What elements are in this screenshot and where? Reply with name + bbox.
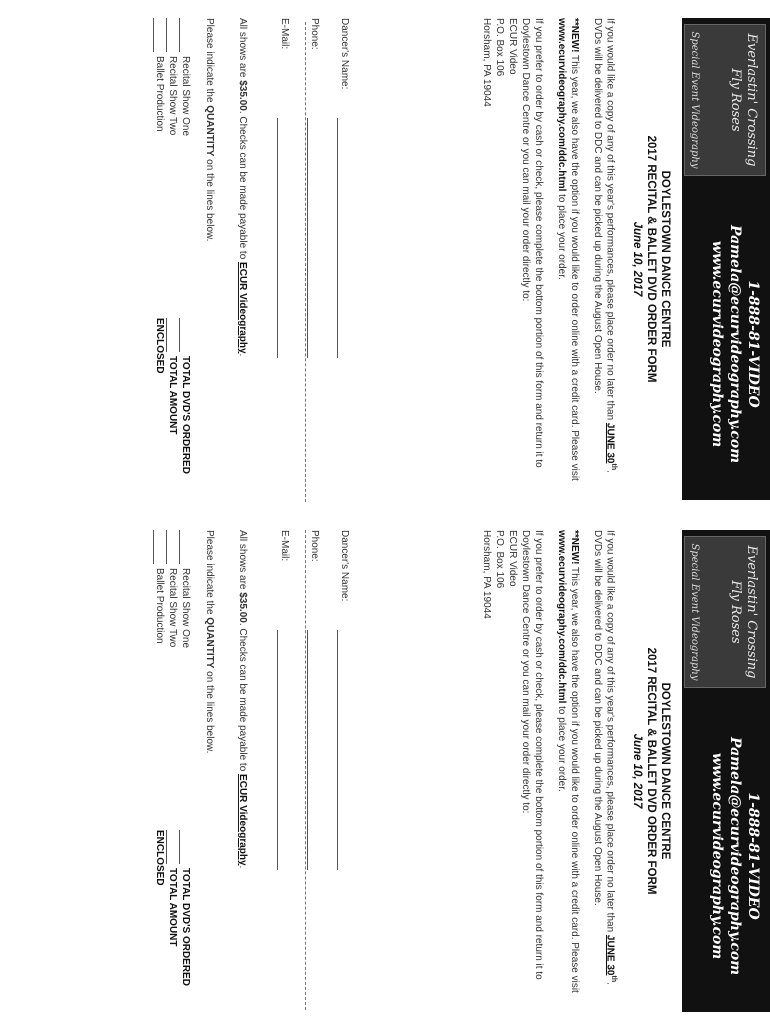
quantity-list <box>153 530 192 1002</box>
price-info: All shows are $35.00. Checks can be made payable to ECUR Videography. <box>237 530 248 869</box>
form-title: DOYLESTOWN DANCE CENTRE 2017 RECITAL & BALLET DVD ORDER FORM June 10, 2017 <box>630 530 672 1012</box>
header-banner <box>682 530 770 1012</box>
mailing-address: ECUR Video P.O. Box 106 Horsham, PA 19044 <box>480 530 518 619</box>
phone-number: 1-888-81-VIDEO <box>745 792 761 920</box>
order-form <box>0 512 770 1024</box>
quantity-instructions: Please indicate the QUANTITY on the lines below. <box>204 530 215 754</box>
company-logo: Everlastin' Crossing Fly Roses Special Event Videography <box>684 536 766 688</box>
quantity-instructions: Please indicate the QUANTITY on the lines below. <box>204 18 215 242</box>
paragraph-mail: If you prefer to order by cash or check, please complete the bottom portion of this form and return it to Doylestown Dance Centre or you can mail your order directly to: <box>519 530 544 980</box>
email-label: E-Mail: <box>279 530 290 562</box>
cut-line <box>305 530 306 1010</box>
event-date: June 10, 2017 <box>631 733 643 809</box>
email-address[interactable]: Pamela@ecurvideography.com <box>727 736 743 976</box>
show-row: Ballet Production <box>153 18 166 490</box>
phone-field[interactable] <box>307 630 308 870</box>
show-row: Recital Show One TOTAL DVD'S ORDERED <box>179 18 192 490</box>
quantity-field[interactable] <box>179 18 180 52</box>
quantity-field[interactable] <box>166 530 167 564</box>
phone-number: 1-888-81-VIDEO <box>745 280 761 408</box>
show-row: Recital Show Two TOTAL AMOUNT ENCLOSED <box>166 18 179 490</box>
total-dvds-field[interactable] <box>179 318 180 352</box>
quantity-field[interactable] <box>153 530 154 564</box>
total-dvds-field[interactable] <box>179 830 180 864</box>
paragraph-online: **NEW! This year, we also have the option if you would like to order online with a credit card. Please visit www.ecurvideography.com/ddc.html to place your order. <box>555 18 580 481</box>
quantity-field[interactable] <box>153 18 154 52</box>
order-form-panel-bottom <box>0 512 770 1024</box>
email-field[interactable] <box>277 630 278 870</box>
quantity-field[interactable] <box>166 18 167 52</box>
total-amount-field[interactable] <box>166 830 167 864</box>
mailing-address: ECUR Video P.O. Box 106 Horsham, PA 19044 <box>480 18 518 107</box>
cut-line <box>305 22 306 502</box>
order-url-link[interactable]: www.ecurvideography.com/ddc.html <box>555 18 567 192</box>
total-amount-field[interactable] <box>166 318 167 352</box>
dancer-name-label: Dancer's Name: <box>339 530 350 602</box>
show-row: Recital Show One TOTAL DVD'S ORDERED <box>179 530 192 1002</box>
phone-label: Phone: <box>309 530 320 562</box>
contact-info <box>708 204 762 484</box>
website-link[interactable]: www.ecurvideography.com <box>709 752 725 960</box>
event-date: June 10, 2017 <box>631 221 643 297</box>
email-label: E-Mail: <box>279 18 290 50</box>
email-address[interactable]: Pamela@ecurvideography.com <box>727 224 743 464</box>
paragraph-deadline: If you would like a copy of any of this year's performances, please place order no later than JUNE 30th. DVDs will be delivered to DDC and can be picked up during the August Open House. <box>591 18 617 473</box>
contact-info <box>708 716 762 996</box>
paragraph-online: **NEW! This year, we also have the option if you would like to order online with a credit card. Please visit www.ecurvideography.com/ddc.html to place your order. <box>555 530 580 993</box>
company-logo: Everlastin' Crossing Fly Roses Special Event Videography <box>684 24 766 176</box>
dancer-name-field[interactable] <box>337 630 338 870</box>
phone-field[interactable] <box>307 118 308 358</box>
form-title: DOYLESTOWN DANCE CENTRE 2017 RECITAL & BALLET DVD ORDER FORM June 10, 2017 <box>630 18 672 500</box>
header-banner <box>682 18 770 500</box>
quantity-field[interactable] <box>179 530 180 564</box>
paragraph-deadline: If you would like a copy of any of this year's performances, please place order no later than JUNE 30th. DVDs will be delivered to DDC and can be picked up during the August Open House. <box>591 530 617 985</box>
order-url-link[interactable]: www.ecurvideography.com/ddc.html <box>555 530 567 704</box>
email-field[interactable] <box>277 118 278 358</box>
phone-label: Phone: <box>309 18 320 50</box>
website-link[interactable]: www.ecurvideography.com <box>709 240 725 448</box>
show-row: Ballet Production <box>153 530 166 1002</box>
dancer-name-label: Dancer's Name: <box>339 18 350 90</box>
form-body <box>480 530 620 1002</box>
quantity-list <box>153 18 192 490</box>
dancer-name-field[interactable] <box>337 118 338 358</box>
price-info: All shows are $35.00. Checks can be made payable to ECUR Videography. <box>237 18 248 357</box>
show-row: Recital Show Two TOTAL AMOUNT ENCLOSED <box>166 530 179 1002</box>
form-body <box>480 18 620 490</box>
paragraph-mail: If you prefer to order by cash or check, please complete the bottom portion of this form and return it to Doylestown Dance Centre or you can mail your order directly to: <box>519 18 544 468</box>
